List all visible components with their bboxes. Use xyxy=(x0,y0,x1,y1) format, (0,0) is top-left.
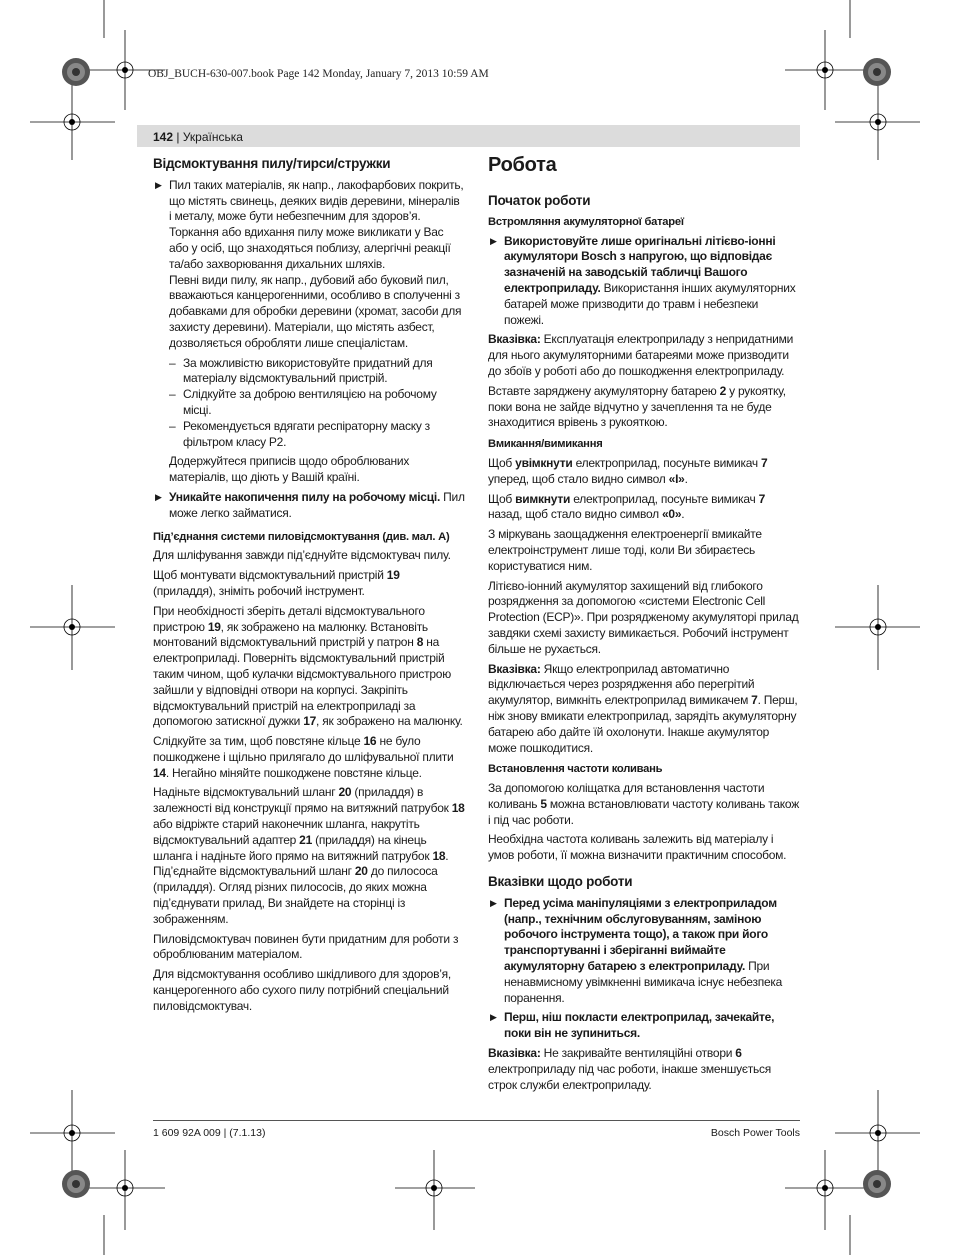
dash-item: – Рекомендується вдягати респіраторну маску з фільтром класу Р2. xyxy=(169,418,430,449)
note-paragraph: Вказівка: Експлуатація електроприладу з непридатними для нього акумуляторними батареями може призводити до збоїв у роботі або до пошкодження електроприладу. xyxy=(488,332,794,378)
paragraph: За допомогою коліщатка для встановлення частоти коливань 5 можна встановлювати частоту коливань також і під час роботи. xyxy=(488,781,799,827)
page-number: 142 xyxy=(153,130,174,144)
subsection-heading: Встановлення частоти коливань xyxy=(488,763,663,776)
book-slug: OBJ_BUCH-630-007.book Page 142 Monday, January 7, 2013 10:59 AM xyxy=(148,68,489,80)
paragraph: Надіньте відсмоктувальний шланг 20 (приладдя) в залежності від конструкції прямо на витяжний патрубок 18 або відріжте старий наконечник шланга, накрутіть відсмоктувальний адаптер 21 (приладдя) на кінець шланга і надіньте його прямо на витяжний патрубок 18. Під’єднайте відсмоктувальний шланг 20 до пилососа (приладдя). Огляд різних пилососів, до яких можна під’єднувати прилад, Ви знайдете на сторінці із зображенням. xyxy=(153,785,465,926)
paragraph: З міркувань заощадження електроенергії вмикайте електроінструмент лише тоді, коли Ви збираєтесь користуватися ним. xyxy=(488,527,762,573)
note-paragraph: Вказівка: Не закривайте вентиляційні отвори 6 електроприладу під час роботи, інакше зменшується строк служби електроприладу. xyxy=(488,1046,771,1092)
bullet-arrow-icon: ▶ xyxy=(490,897,497,908)
footer-code: 1 609 92A 009 | (7.1.13) xyxy=(153,1127,266,1139)
dash-item: – За можливістю використовуйте придатний для матеріалу відсмоктувальний пристрій. xyxy=(169,355,433,386)
section-heading: Початок роботи xyxy=(488,193,591,208)
paragraph: Щоб монтувати відсмоктувальний пристрій 19 (приладдя), зніміть робочий інструмент. xyxy=(153,568,400,598)
paragraph: Для шліфування завжди під’єднуйте відсмоктувач пилу. xyxy=(153,548,451,563)
header-separator: | xyxy=(173,130,183,144)
bullet-item xyxy=(153,178,465,352)
header-language: Українська xyxy=(182,130,243,144)
bullet-item: ▶ Перш, ніш покласти електроприлад, зачекайте, поки він не зупиниться. xyxy=(490,1010,775,1041)
paragraph: Для відсмоктування особливо шкідливого для здоров’я, канцерогенного або сухого пилу потрібний спеціальний пиловідсмоктувач. xyxy=(153,967,451,1013)
paragraph: Торкання або вдихання пилу може викликати у Вас або у осіб, що знаходяться поблизу, алергічні реакції та/або захворювання дихальних шляхів. xyxy=(169,225,451,271)
note-paragraph: Вказівка: Якщо електроприлад автоматично відключається через розрядження або перегрітий акумулятор, вимкніть електроприлад вимикачем 7. Перш, ніж знову вмикати електроприлад, зарядіть акумуляторну батарею або дайте їй охолонути. Інакше акумулятор може пошкодитися. xyxy=(488,661,798,755)
paragraph: Пиловідсмоктувач повинен бути придатним для роботи з оброблюваним матеріалом. xyxy=(153,931,459,962)
bullet-item: ▶ Використовуйте лише оригінальні літієво-іонні акумулятори Bosch з напругою, що відповідає зазначеній на заводській табличці Вашого електроприладу. Використання інших акумуляторних батарей може призводити до травм і небезпеки пожежі. xyxy=(490,233,796,327)
page-header xyxy=(153,130,243,144)
paragraph: Певні види пилу, як напр., дубовий або буковий пил, вважаються канцерогенними, особливо в сполученні з добавками для обробки деревини (хромат, засоби для захисту деревини). Матеріали, що містять азбест, дозволяється обробляти лише спеціалістам. xyxy=(169,272,462,350)
bullet-arrow-icon: ▶ xyxy=(490,235,497,246)
paragraph: При необхідності зберіть деталі відсмоктувального пристрою 19, як зображено на малюнку. Встановіть монтований відсмоктувальний пристрій у патрон 8 на електроприладі. Поверніть відсмоктувальний пристрій таким чином, щоб кулачки відсмоктувального пристрою зайшли у відповідні отвори на корпусі. Закріпіть відсмоктувальний пристрій на електроприладі за допомогою затискної дужки 17, як зображено на малюнку. xyxy=(153,603,463,729)
chapter-title: Робота xyxy=(488,154,557,176)
paragraph: Необхідна частота коливань залежить від матеріалу і умов роботи, її можна визначити практичним способом. xyxy=(488,832,787,863)
paragraph: Вставте заряджену акумуляторну батарею 2 у рукоятку, поки вона не зайде відчутно у зачеплення та не буде знаходитися врівень з рукояткою. xyxy=(488,383,786,430)
dash-item: – Слідкуйте за доброю вентиляцією на робочому місці. xyxy=(169,387,437,417)
bullet-arrow-icon: ▶ xyxy=(155,491,162,502)
section-heading: Відсмоктування пилу/тирси/стружки xyxy=(153,156,391,171)
subsection-heading: Вмикання/вимикання xyxy=(488,438,603,451)
paragraph: Додержуйтеся приписів щодо оброблюваних матеріалів, що діють у Вашій країні. xyxy=(169,454,410,485)
paragraph: Щоб увімкнути електроприлад, посуньте вимикач 7 уперед, щоб стало видно символ «I». xyxy=(488,455,768,486)
paragraph: Пил таких матеріалів, як напр., лакофарбових покрить, що містять свинець, деяких видів деревини, мінералів і металу, може бути небезпечним для здоров’я. xyxy=(169,177,464,224)
bullet-item: ▶ Уникайте накопичення пилу на робочому місці. Пил може легко займатися. xyxy=(155,489,465,520)
bullet-item: ▶ Перед усіма маніпуляціями з електроприладом (напр., технічним обслуговуванням, заміною робочого інструмента тощо), а також при його транспортуванні і зберіганні виймайте акумуляторну батарею з електроприладу. При ненавмисному увімкненні вимикача існує небезпека поранення. xyxy=(490,895,783,1005)
footer-rule xyxy=(153,1120,800,1121)
paragraph: Літієво-іонний акумулятор захищений від глибокого розрядження за допомогою «системи Electronic Cell Protection (ECP)». При розрядженому акумуляторі прилад завдяки схемі захисту вимикається. Робочий інструмент більше не рухається. xyxy=(488,578,799,656)
bullet-arrow-icon: ▶ xyxy=(490,1012,497,1023)
section-heading: Вказівки щодо роботи xyxy=(488,874,633,890)
right-column xyxy=(488,153,800,1097)
paragraph: Слідкуйте за тим, щоб повстяне кільце 16 не було пошкоджене і щільно прилягало до шліфувальної плити 14. Негайно міняйте пошкоджене повстяне кільце. xyxy=(153,734,454,780)
subsection-heading: Встромляння акумуляторної батареї xyxy=(488,215,684,228)
left-column xyxy=(153,156,465,1019)
paragraph: Щоб вимкнути електроприлад, посуньте вимикач 7 назад, щоб стало видно символ «0». xyxy=(488,491,766,522)
subsection-heading: Під’єднання системи пиловідсмоктування (див. мал. А) xyxy=(153,530,450,543)
bullet-arrow-icon: ▶ xyxy=(155,179,162,190)
footer-brand: Bosch Power Tools xyxy=(710,1127,800,1139)
